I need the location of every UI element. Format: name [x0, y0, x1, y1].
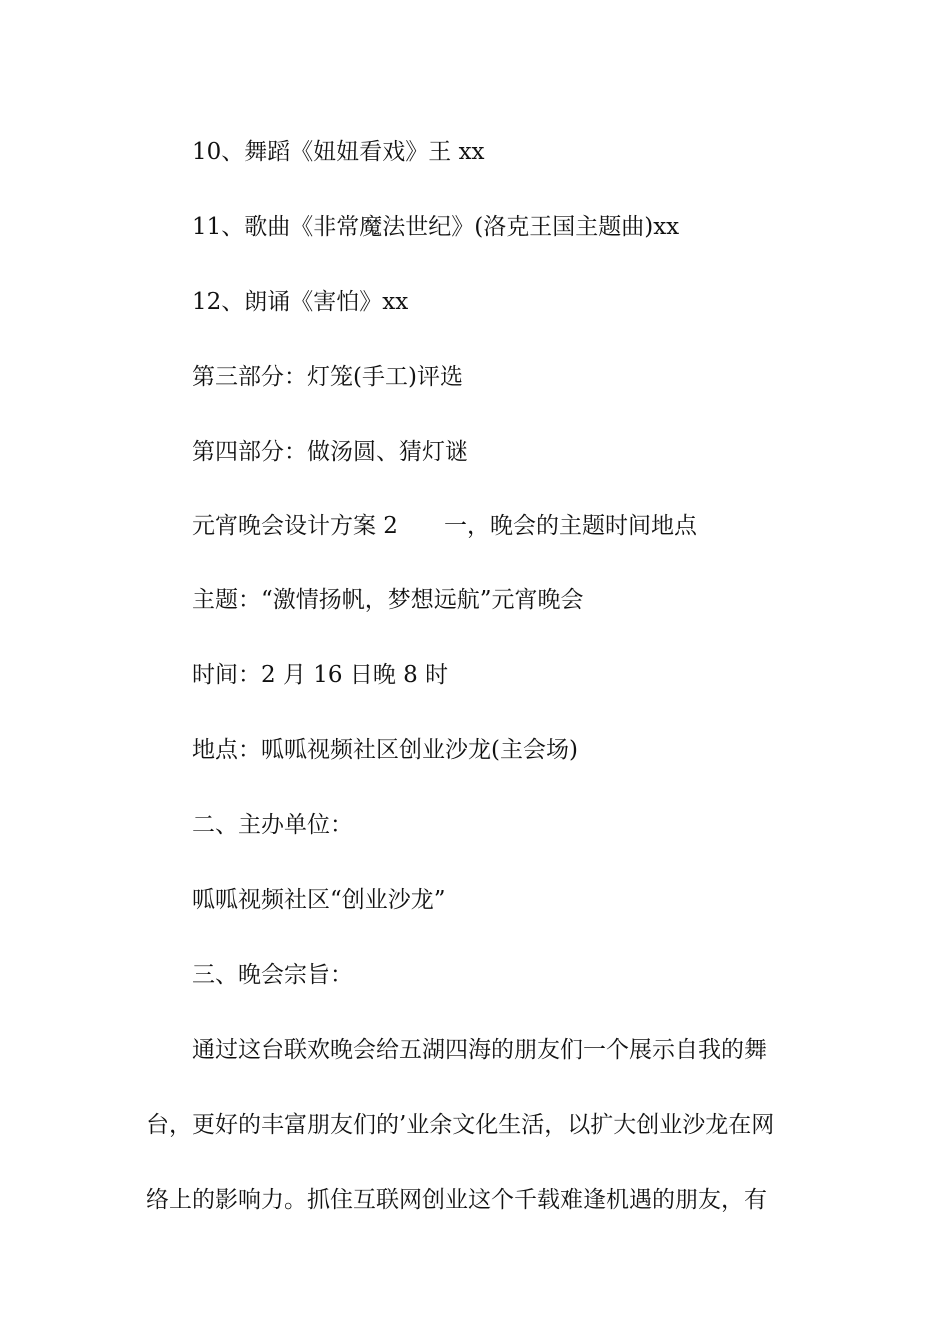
plan-2-heading: 元宵晚会设计方案 2 一，晚会的主题时间地点	[192, 513, 697, 539]
program-item-10: 10、舞蹈《妞妞看戏》王 xx	[192, 139, 485, 165]
location-line: 地点：呱呱视频社区创业沙龙(主会场)	[192, 737, 578, 763]
program-item-11: 11、歌曲《非常魔法世纪》(洛克王国主题曲)xx	[192, 214, 680, 240]
organizer-name: 呱呱视频社区“创业沙龙”	[192, 887, 446, 913]
theme-line: 主题：“激情扬帆，梦想远航”元宵晚会	[192, 587, 584, 613]
organizer-heading: 二、主办单位：	[192, 812, 353, 838]
paragraph-line: 络上的影响力。抓住互联网创业这个千载难逢机遇的朋友，有	[146, 1187, 767, 1213]
time-line: 时间：2 月 16 日晚 8 时	[192, 662, 449, 688]
part-three-heading: 第三部分：灯笼(手工)评选	[192, 364, 463, 390]
paragraph-line: 通过这台联欢晚会给五湖四海的朋友们一个展示自我的舞	[192, 1037, 767, 1063]
paragraph-line: 台，更好的丰富朋友们的’业余文化生活，以扩大创业沙龙在网	[146, 1112, 775, 1138]
purpose-paragraph	[146, 1035, 808, 1235]
purpose-heading: 三、晚会宗旨：	[192, 962, 353, 988]
program-item-12: 12、朗诵《害怕》xx	[192, 289, 409, 315]
part-four-heading: 第四部分：做汤圆、猜灯谜	[192, 439, 468, 465]
